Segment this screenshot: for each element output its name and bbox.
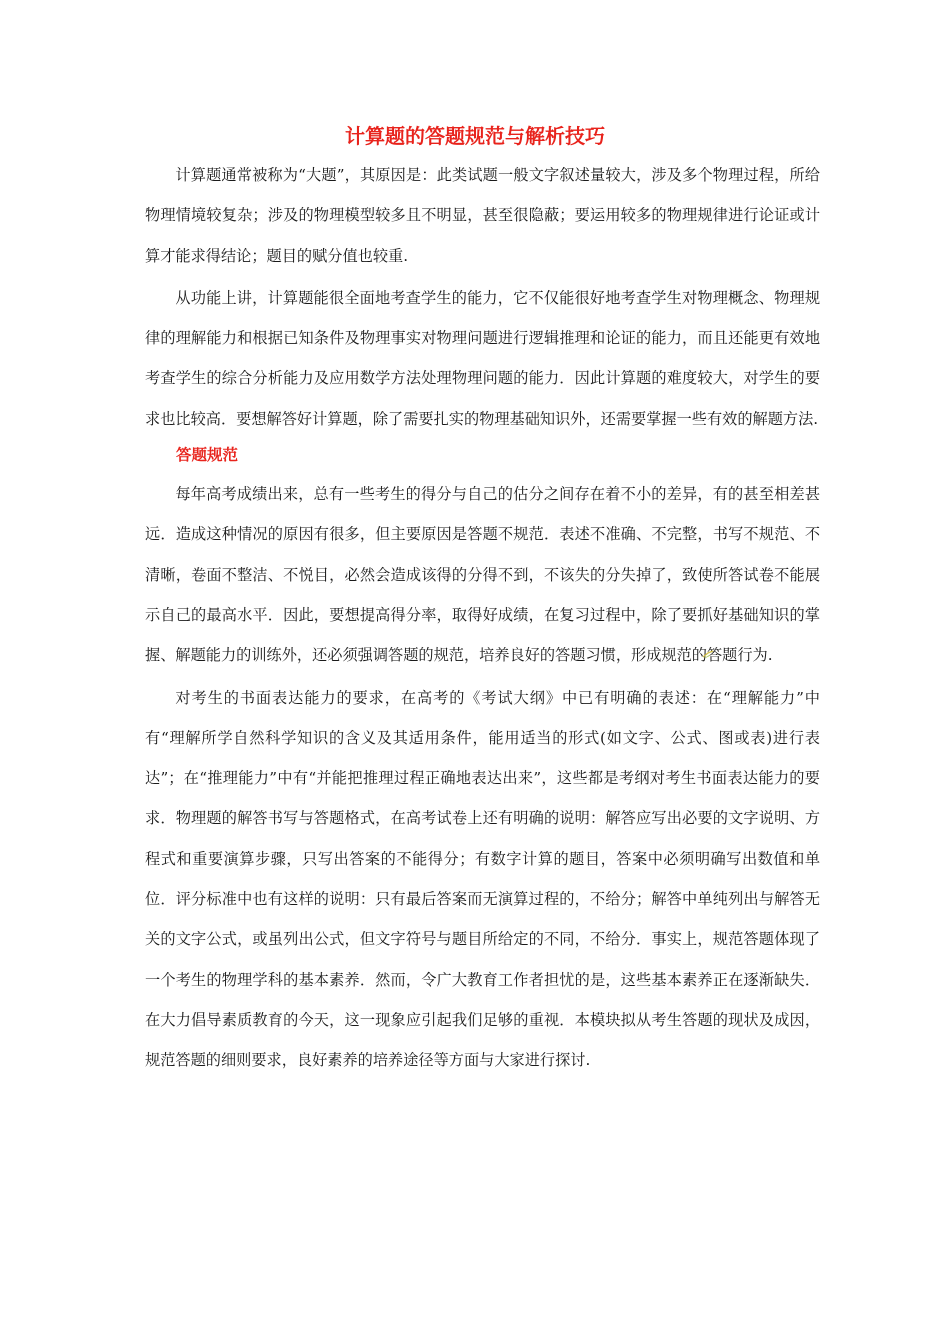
section-paragraph-2: 对考生的书面表达能力的要求，在高考的《考试大纲》中已有明确的表述：在“理解能力”中有“理解所学自然科学知识的含义及其适用条件，能用适当的形式(如文字、公式、图或表)进行表达”；在“推理能力”中有“并能把推理过程正确地表达出来”，这些都是考纲对考生书面表达能力的要求．物理题的解答书写与答题格式，在高考试卷上还有明确的说明：解答应写出必要的文字说明、方程式和重要演算步骤，只写出答案的不能得分；有数字计算的题目，答案中必须明确写出数值和单位．评分标准中也有这样的说明：只有最后答案而无演算过程的，不给分；解答中单纯列出与解答无关的文字公式，或虽列出公式，但文字符号与题目所给定的不同，不给分．事实上，规范答题体现了一个考生的物理学科的基本素养．然而，令广大教育工作者担忧的是，这些基本素养正在逐渐缺失．在大力倡导素质教育的今天，这一现象应引起我们足够的重视．本模块拟从考生答题的现状及成因，规范答题的细则要求，良好素养的培养途径等方面与大家进行探讨. (145, 688, 820, 1070)
document-body (145, 155, 820, 1081)
pen-stroke-mark (702, 650, 714, 659)
document-title: 计算题的答题规范与解析技巧 (345, 124, 605, 148)
section-paragraph-1: 每年高考成绩出来，总有一些考生的得分与自己的估分之间存在着不小的差异，有的甚至相差甚远．造成这种情况的原因有很多，但主要原因是答题不规范．表述不准确、不完整，书写不规范、不清晰，卷面不整洁、不悦目，必然会造成该得的分得不到，不该失的分失掉了，致使所答试卷不能展示自己的最高水平．因此，要想提高得分率，取得好成绩，在复习过程中，除了要抓好基础知识的掌握、解题能力的训练外，还必须强调答题的规范，培养良好的答题习惯，形成规范的答题行为. (145, 485, 820, 665)
intro-paragraph-1: 计算题通常被称为“大题”，其原因是：此类试题一般文字叙述量较大，涉及多个物理过程，所给物理情境较复杂；涉及的物理模型较多且不明显，甚至很隐蔽；要运用较多的物理规律进行论证或计算才能求得结论；题目的赋分值也较重. (145, 166, 820, 265)
section-heading: 答题规范 (176, 446, 239, 465)
intro-paragraph-2: 从功能上讲，计算题能很全面地考查学生的能力，它不仅能很好地考查学生对物理概念、物理规律的理解能力和根据已知条件及物理事实对物理问题进行逻辑推理和论证的能力，而且还能更有效地考查学生的综合分析能力及应用数学方法处理物理问题的能力．因此计算题的难度较大，对学生的要求也比较高．要想解答好计算题，除了需要扎实的物理基础知识外，还需要掌握一些有效的解题方法. (145, 288, 820, 428)
